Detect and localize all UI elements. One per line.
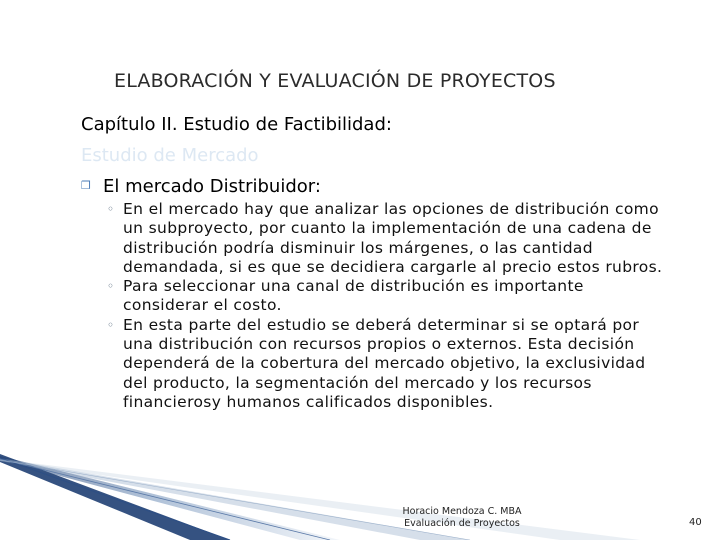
slide-title: ELABORACIÓN Y EVALUACIÓN DE PROYECTOS [114, 70, 556, 92]
footer [362, 506, 562, 530]
bullet-text: Para seleccionar una canal de distribución es importante considerar el costo. [123, 277, 584, 315]
chapter-heading: Capítulo II. Estudio de Factibilidad: [81, 114, 392, 135]
list-item [107, 277, 667, 316]
footer-course: Evaluación de Proyectos [404, 518, 520, 529]
page-number: 40 [689, 517, 702, 528]
list-item [107, 200, 667, 277]
decorative-wave-band [0, 440, 720, 540]
section-heading: Estudio de Mercado [81, 145, 259, 166]
bullet-list [107, 200, 667, 412]
hollow-circle-bullet-icon: ◦ [107, 279, 115, 294]
list-item [107, 316, 667, 412]
level1-item [81, 176, 321, 197]
square-bullet-icon: ❒ [81, 179, 91, 192]
footer-author: Horacio Mendoza C. MBA [402, 506, 522, 517]
hollow-circle-bullet-icon: ◦ [107, 317, 115, 332]
hollow-circle-bullet-icon: ◦ [107, 202, 115, 216]
bullet-text: En el mercado hay que analizar las opciones de distribución como un subproyecto, por cuanto la implementación de una cadena de distribución podría disminuir los márgenes, o las cantidad demandada, si es que se decidiera cargarle al precio estos rubros. [123, 200, 663, 276]
bullet-text: En esta parte del estudio se deberá determinar si se optará por una distribución con recursos propios o externos. Esta decisión dependerá de la cobertura del mercado objetivo, la exclusividad del producto, la segmentación del mercado y los recursos financierosy humanos calificados disponibles. [123, 315, 646, 411]
level1-label: El mercado Distribuidor: [103, 176, 321, 197]
